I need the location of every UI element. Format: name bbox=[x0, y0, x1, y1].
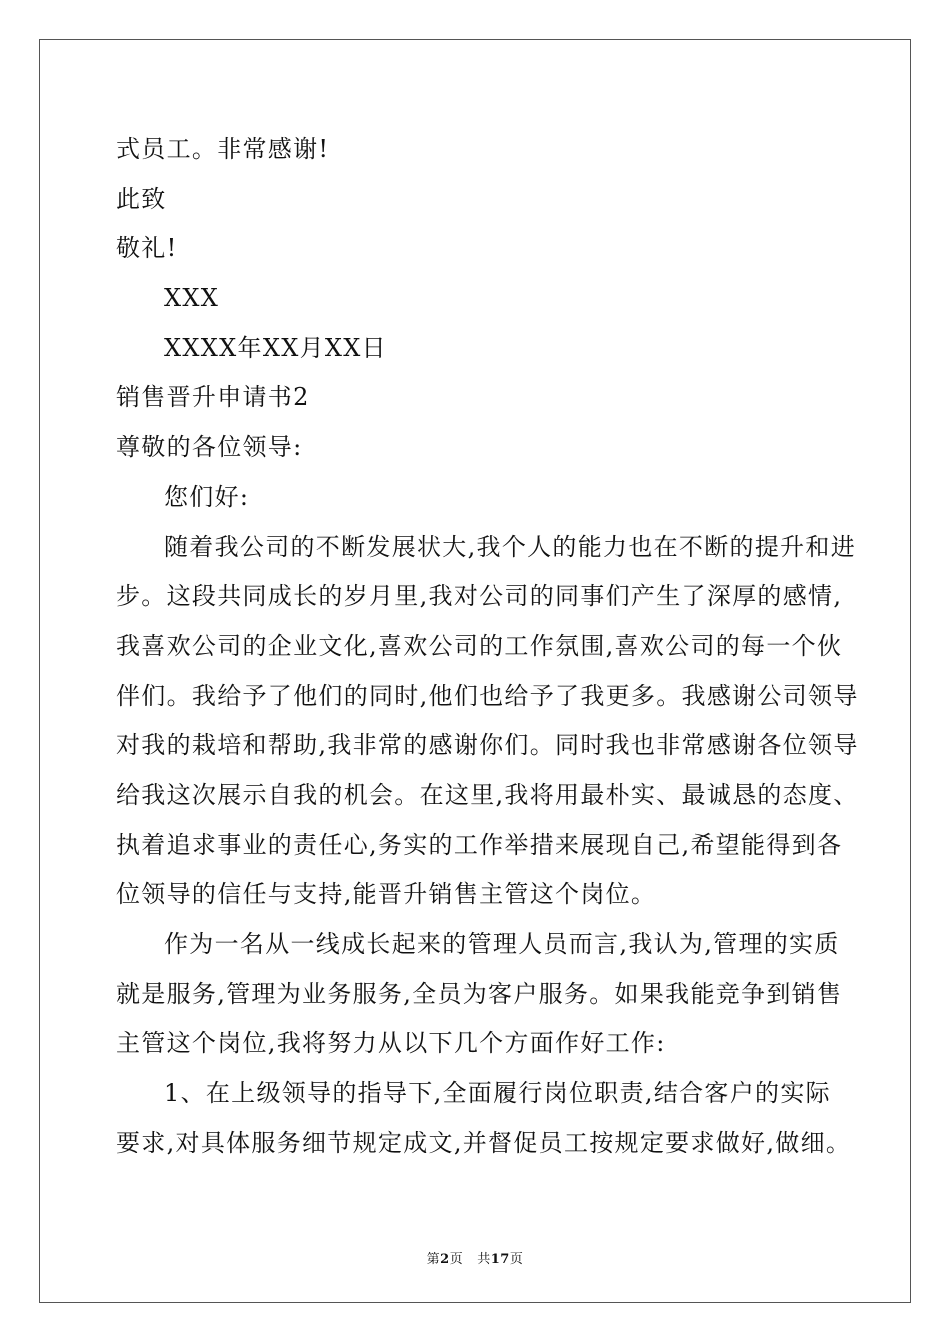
footer-total-pages: 17 bbox=[490, 1252, 510, 1267]
text-line: 您们好: bbox=[164, 482, 250, 511]
text-line: 敬礼! bbox=[116, 234, 178, 263]
text-line: 对我的栽培和帮助,我非常的感谢你们。同时我也非常感谢各位领导 bbox=[116, 731, 859, 760]
text-line: 随着我公司的不断发展状大,我个人的能力也在不断的提升和进 bbox=[164, 532, 857, 561]
text-line: 式员工。非常感谢! bbox=[116, 135, 330, 163]
footer-total-prefix: 共 bbox=[477, 1252, 491, 1267]
text-line: 就是服务,管理为业务服务,全员为客户服务。如果我能竞争到销售 bbox=[116, 979, 843, 1008]
text-line: 尊敬的各位领导: bbox=[116, 433, 303, 462]
text-line: 位领导的信任与支持,能晋升销售主管这个岗位。 bbox=[116, 880, 657, 909]
text-line: 步。这段共同成长的岁月里,我对公司的同事们产生了深厚的感情, bbox=[116, 582, 843, 611]
page-footer bbox=[0, 1248, 950, 1267]
text-line: XXXX年XX月XX日 bbox=[164, 333, 387, 362]
text-line: 要求,对具体服务细节规定成文,并督促员工按规定要求做好,做细。 bbox=[116, 1128, 852, 1157]
text-line: 主管这个岗位,我将努力从以下几个方面作好工作: bbox=[116, 1029, 666, 1058]
text-line: 伴们。我给予了他们的同时,他们也给予了我更多。我感谢公司领导 bbox=[116, 681, 859, 710]
text-line: 1、在上级领导的指导下,全面履行岗位职责,结合客户的实际 bbox=[164, 1079, 831, 1108]
text-line: 此致 bbox=[116, 184, 167, 213]
text-line: 执着追求事业的责任心,务实的工作举措来展现自己,希望能得到各 bbox=[116, 830, 843, 859]
text-line: 作为一名从一线成长起来的管理人员而言,我认为,管理的实质 bbox=[164, 930, 840, 958]
footer-page-prefix: 第 bbox=[426, 1252, 441, 1267]
footer-total-suffix: 页 bbox=[509, 1252, 524, 1267]
text-line: 我喜欢公司的企业文化,喜欢公司的工作氛围,喜欢公司的每一个伙 bbox=[116, 631, 843, 660]
footer-page-number: 2 bbox=[440, 1252, 450, 1267]
footer-page-suffix: 页 bbox=[449, 1252, 464, 1267]
document-body bbox=[116, 125, 859, 1168]
text-line: 给我这次展示自我的机会。在这里,我将用最朴实、最诚恳的态度、 bbox=[116, 780, 859, 809]
text-line: 销售晋升申请书2 bbox=[116, 383, 310, 412]
text-line: XXX bbox=[164, 284, 220, 313]
